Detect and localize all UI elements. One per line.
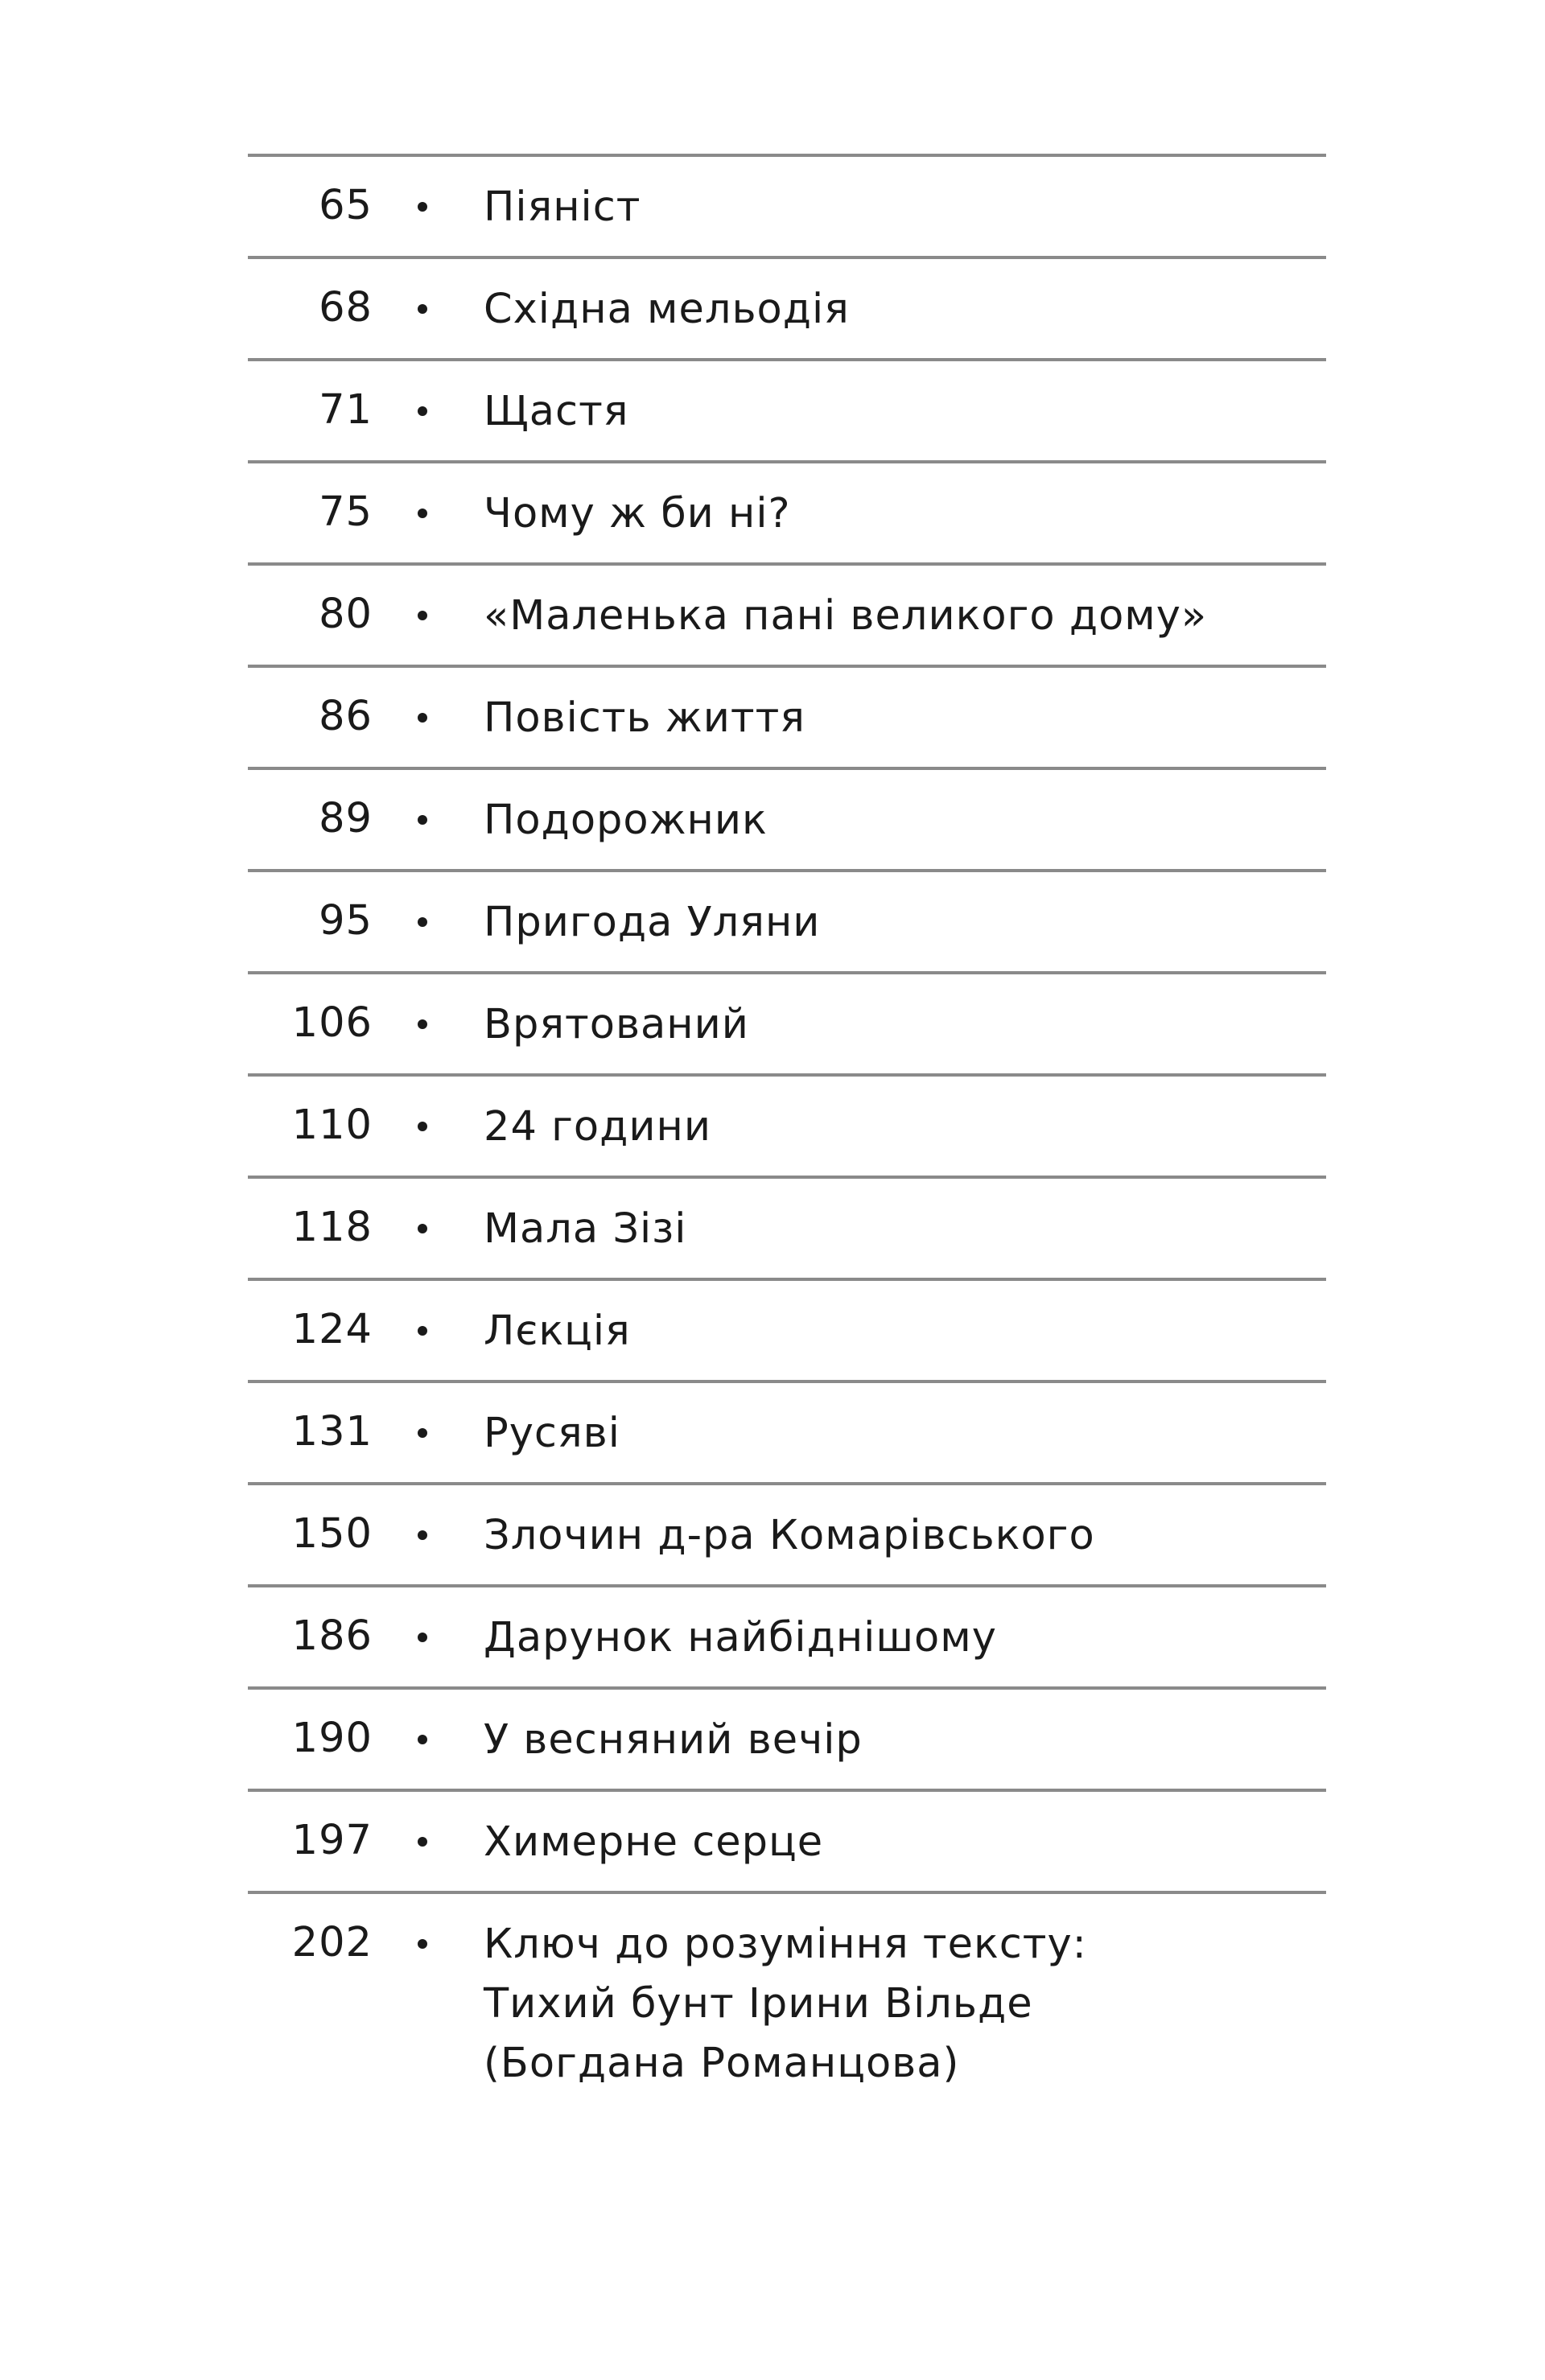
chapter-title: Врятований	[484, 1001, 749, 1048]
toc-entry[interactable]	[248, 665, 1326, 767]
chapter-title: Повість життя	[484, 694, 805, 742]
bullet-icon	[418, 1530, 427, 1540]
toc-entry[interactable]	[248, 767, 1326, 869]
toc-entry[interactable]	[248, 971, 1326, 1073]
toc-entry[interactable]	[248, 1686, 1326, 1789]
chapter-title	[484, 1915, 1087, 2094]
chapter-title: Щастя	[484, 388, 629, 435]
bullet-icon	[418, 1633, 427, 1642]
bullet-icon	[418, 406, 427, 416]
bullet-icon	[418, 1019, 427, 1029]
chapter-title: Східна мельодія	[484, 286, 850, 333]
page-number: 80	[319, 591, 373, 638]
page-number: 190	[291, 1715, 373, 1762]
toc-entry[interactable]	[248, 1789, 1326, 1891]
page-number: 118	[291, 1204, 373, 1251]
table-of-contents	[248, 154, 1326, 2100]
bullet-icon	[418, 1326, 427, 1336]
toc-entry[interactable]	[248, 1278, 1326, 1380]
bullet-icon	[418, 815, 427, 825]
page-number: 68	[319, 284, 373, 331]
page-number: 75	[319, 488, 373, 536]
toc-entry[interactable]	[248, 1073, 1326, 1176]
toc-entry[interactable]	[248, 1482, 1326, 1584]
chapter-title-line: Тихий бунт Ірини Вільде	[484, 1980, 1033, 2028]
page-number: 186	[291, 1612, 373, 1660]
bullet-icon	[418, 1735, 427, 1744]
bullet-icon	[418, 509, 427, 518]
page-number: 110	[291, 1101, 373, 1149]
page-number: 86	[319, 693, 373, 740]
bullet-icon	[418, 202, 427, 212]
bullet-icon	[418, 1428, 427, 1438]
bullet-icon	[418, 611, 427, 620]
toc-entry[interactable]	[248, 460, 1326, 562]
bullet-icon	[418, 1939, 427, 1949]
toc-entry[interactable]	[248, 1891, 1326, 2100]
chapter-title: Пригода Уляни	[484, 899, 821, 946]
toc-entry[interactable]	[248, 256, 1326, 358]
chapter-title-line: Ключ до розуміння тексту:	[484, 1921, 1087, 1968]
toc-entry[interactable]	[248, 869, 1326, 971]
chapter-title: Чому ж би ні?	[484, 490, 791, 537]
page-number: 150	[291, 1510, 373, 1558]
chapter-title: «Маленька пані великого дому»	[484, 592, 1208, 640]
bullet-icon	[418, 1837, 427, 1847]
chapter-title-line: (Богдана Романцова)	[484, 2040, 960, 2087]
chapter-title: 24 години	[484, 1103, 712, 1151]
toc-entry[interactable]	[248, 1380, 1326, 1482]
chapter-title: Мала Зізі	[484, 1205, 687, 1253]
toc-entry[interactable]	[248, 562, 1326, 665]
bullet-icon	[418, 1122, 427, 1131]
page-number: 106	[291, 999, 373, 1047]
chapter-title: Подорожник	[484, 797, 768, 844]
page-number: 71	[319, 386, 373, 434]
page-number: 89	[319, 795, 373, 842]
toc-entry[interactable]	[248, 154, 1326, 256]
page-number: 124	[291, 1306, 373, 1353]
bullet-icon	[418, 917, 427, 927]
chapter-title: Дарунок найбіднішому	[484, 1614, 997, 1661]
page-number: 197	[291, 1817, 373, 1864]
page-number: 65	[319, 182, 373, 229]
chapter-title: Русяві	[484, 1410, 620, 1457]
page-number: 202	[291, 1919, 373, 1966]
bullet-icon	[418, 1224, 427, 1233]
page-number: 95	[319, 897, 373, 945]
toc-entry[interactable]	[248, 1176, 1326, 1278]
chapter-title: Лєкція	[484, 1307, 631, 1355]
toc-entry[interactable]	[248, 1584, 1326, 1686]
bullet-icon	[418, 304, 427, 314]
chapter-title: У весняний вечір	[484, 1716, 863, 1764]
page-number: 131	[291, 1408, 373, 1456]
chapter-title: Піяніст	[484, 183, 641, 231]
chapter-title: Злочин д-ра Комарівського	[484, 1512, 1095, 1559]
chapter-title: Химерне серце	[484, 1818, 824, 1866]
toc-entry[interactable]	[248, 358, 1326, 460]
bullet-icon	[418, 713, 427, 723]
